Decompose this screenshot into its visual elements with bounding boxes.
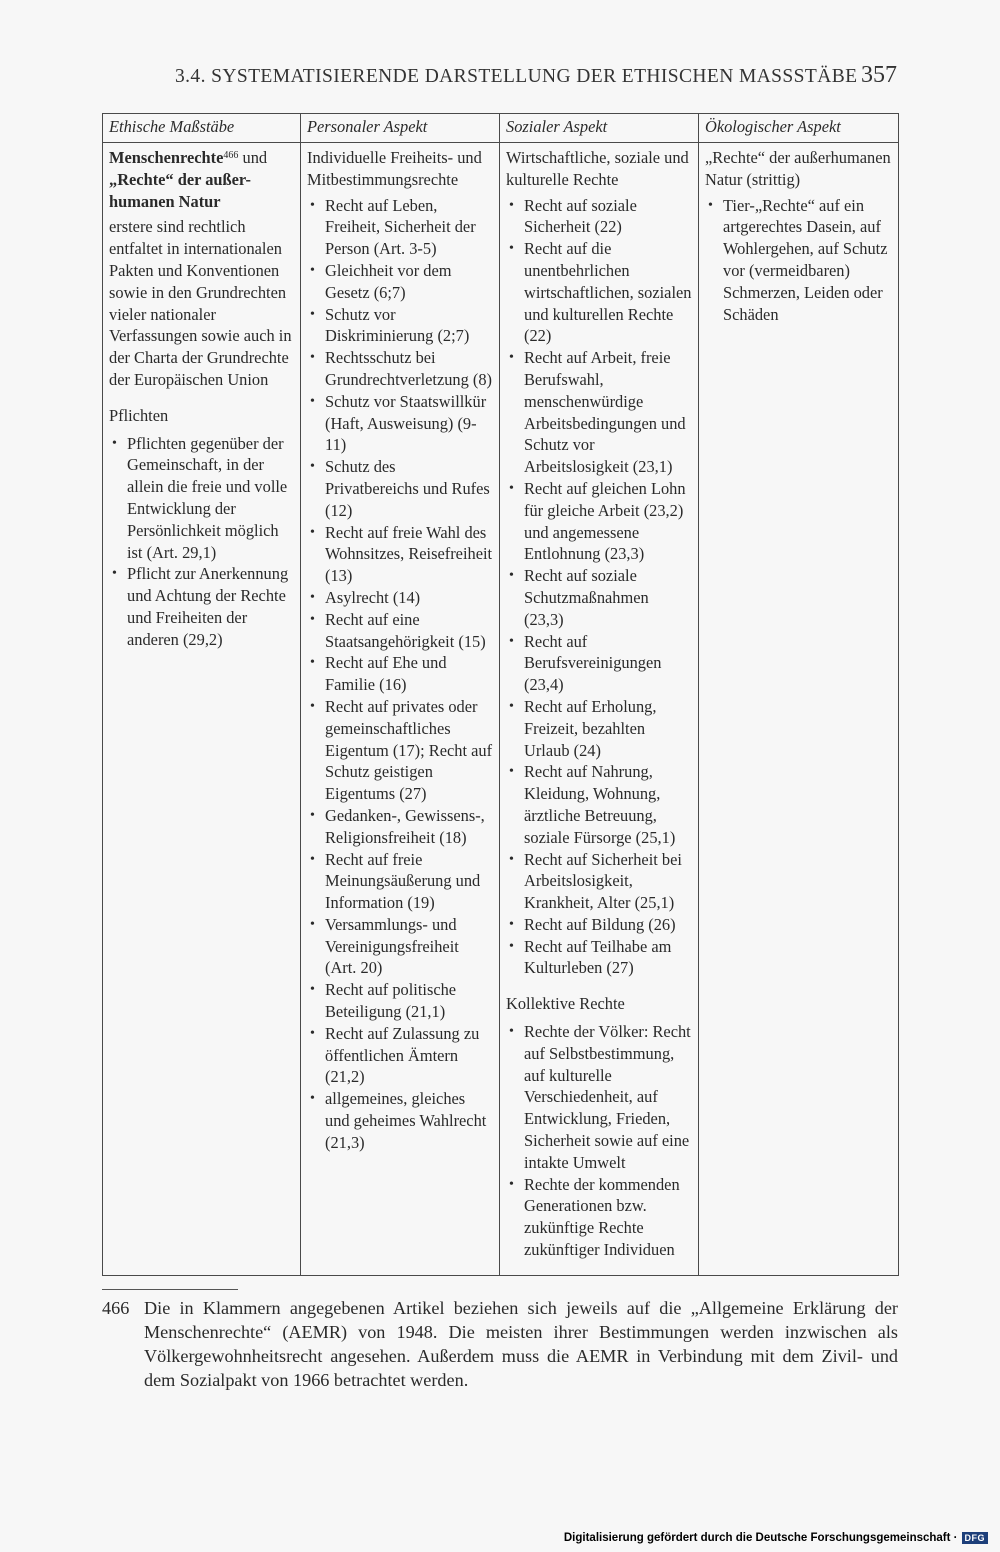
list-item xyxy=(307,849,493,914)
header-personaler-aspekt: Personaler Aspekt xyxy=(301,114,500,143)
list-item xyxy=(307,260,493,304)
chapter-title: 3.4. SYSTEMATISIERENDE DARSTELLUNG DER ETHISCHEN MASSSTÄBE xyxy=(175,66,858,87)
bullet-icon: • xyxy=(509,938,514,954)
list-item xyxy=(109,433,294,564)
list-item-text: Recht auf gleichen Lohn für gleiche Arbeit (23,2) und angemessene Entlohnung (23,3) xyxy=(524,478,686,564)
bullet-icon: • xyxy=(509,241,514,257)
list-item xyxy=(109,563,294,650)
bullet-icon: • xyxy=(310,916,315,932)
list-item xyxy=(506,195,692,239)
ethics-rights-table xyxy=(102,113,899,1276)
cell-oekologischer-aspekt xyxy=(699,143,899,1276)
list-item-text: Recht auf Teilhabe am Kulturleben (27) xyxy=(524,936,672,978)
footnote xyxy=(102,1296,898,1392)
table-header-row xyxy=(103,114,899,143)
bullet-icon: • xyxy=(509,633,514,649)
digitization-credit xyxy=(564,1532,988,1544)
list-item xyxy=(307,652,493,696)
list-item xyxy=(307,347,493,391)
list-item xyxy=(506,936,692,980)
list-item-text: Recht auf Nahrung, Kleidung, Wohnung, ärztliche Betreuung, soziale Fürsorge (25,1) xyxy=(524,762,676,847)
bullet-icon: • xyxy=(310,611,315,627)
list-item-text: Pflichten gegenüber der Gemeinschaft, in der allein die freie und volle Entwicklung der Persönlichkeit möglich ist (Art. 29,1) xyxy=(127,433,288,562)
list-item-text: Schutz vor Staatswillkür (Haft, Ausweisung) (9-11) xyxy=(325,391,487,455)
list-item xyxy=(506,696,692,761)
list-item-text: Schutz vor Diskriminierung (2;7) xyxy=(325,304,470,346)
list-item xyxy=(307,914,493,979)
bullet-icon: • xyxy=(310,982,315,998)
list-item xyxy=(506,631,692,696)
bullet-icon: • xyxy=(310,393,315,409)
col3-intro: Wirtschaftliche, soziale und kulturelle Rechte xyxy=(506,148,689,189)
list-item xyxy=(307,979,493,1023)
list-item-text: Pflicht zur Anerkennung und Achtung der Rechte und Freiheiten der anderen (29,2) xyxy=(127,564,289,649)
bullet-icon: • xyxy=(310,524,315,540)
bullet-icon: • xyxy=(310,655,315,671)
footnote-text: Die in Klammern angegebenen Artikel beziehen sich jeweils auf die „Allgemeine Erklärung der Menschenrechte“ (AEMR) von 1948. Die meisten ihrer Bestimmungen werden inzwischen als Völkergewohnheitsrecht angesehen. Außerdem muss die AEMR in Verbindung mit dem Zivil- und dem Sozialpakt von 1966 betrachtet werden. xyxy=(144,1298,898,1390)
list-item-text: Gleichheit vor dem Gesetz (6;7) xyxy=(325,260,452,302)
list-item xyxy=(506,478,692,565)
bullet-icon: • xyxy=(509,568,514,584)
page-number: 357 xyxy=(861,62,897,88)
col2-intro: Individuelle Freiheits- und Mitbestimmungsrechte xyxy=(307,148,482,189)
list-item-text: Versammlungs- und Vereinigungsfreiheit (Art. 20) xyxy=(325,914,459,978)
cell-ethische-massstaebe xyxy=(103,143,301,1276)
bullet-icon: • xyxy=(310,350,315,366)
list-item xyxy=(506,565,692,630)
list-item xyxy=(506,238,692,347)
social-rights-list xyxy=(506,195,692,980)
list-item xyxy=(506,1174,692,1261)
col1-title-a: Menschenrechte xyxy=(109,148,224,167)
list-item-text: Recht auf Sicherheit bei Arbeitslosigkeit, Krankheit, Alter (25,1) xyxy=(524,849,682,913)
footnote-ref: 466 xyxy=(223,150,239,161)
bullet-icon: • xyxy=(509,916,514,932)
personal-rights-list xyxy=(307,195,493,1154)
list-item xyxy=(307,456,493,521)
bullet-icon: • xyxy=(310,459,315,475)
list-item xyxy=(307,805,493,849)
list-item-text: Gedanken-, Gewissens-, Religionsfreiheit (18) xyxy=(325,805,485,847)
duties-list xyxy=(109,433,294,651)
list-item xyxy=(307,304,493,348)
col1-connector: und xyxy=(238,148,268,167)
collective-rights-list xyxy=(506,1021,692,1261)
list-item xyxy=(506,849,692,914)
list-item-text: Recht auf Ehe und Familie (16) xyxy=(325,653,447,695)
list-item xyxy=(506,1021,692,1174)
list-item-text: Recht auf soziale Sicherheit (22) xyxy=(524,195,637,237)
running-head xyxy=(175,62,897,96)
col4-intro: „Rechte“ der außerhumanen Natur (strittig) xyxy=(705,148,891,189)
bullet-icon: • xyxy=(310,262,315,278)
list-item xyxy=(307,522,493,587)
list-item-text: Schutz des Privatbereichs und Rufes (12) xyxy=(325,457,490,520)
bullet-icon: • xyxy=(310,1091,315,1107)
bullet-icon: • xyxy=(509,698,514,714)
list-item-text: Recht auf Leben, Freiheit, Sicherheit der Person (Art. 3-5) xyxy=(325,195,476,259)
list-item xyxy=(506,761,692,848)
duties-heading: Pflichten xyxy=(109,405,169,425)
list-item-text: Recht auf Erholung, Freizeit, bezahlten Urlaub (24) xyxy=(524,696,657,760)
bullet-icon: • xyxy=(310,589,315,605)
list-item xyxy=(506,914,692,936)
footnote-rule xyxy=(102,1289,238,1290)
list-item xyxy=(307,195,493,260)
list-item xyxy=(307,587,493,609)
list-item-text: Rechtsschutz bei Grundrechtverletzung (8) xyxy=(325,348,493,389)
bullet-icon: • xyxy=(509,1176,514,1192)
list-item-text: Recht auf Berufsvereinigungen (23,4) xyxy=(524,631,662,695)
header-sozialer-aspekt: Sozialer Aspekt xyxy=(500,114,699,143)
list-item-text: Recht auf politische Beteiligung (21,1) xyxy=(325,980,457,1022)
list-item-text: Tier-„Rechte“ auf ein artgerechtes Dasein, auf Wohlergehen, auf Schutz vor (vermeidbaren) Schmerzen, Leiden oder Schäden xyxy=(723,195,888,324)
header-oekologischer-aspekt: Ökologischer Aspekt xyxy=(699,114,899,143)
list-item xyxy=(506,347,692,478)
dfg-logo: DFG xyxy=(962,1532,989,1544)
list-item xyxy=(307,696,493,805)
list-item xyxy=(307,609,493,653)
bullet-icon: • xyxy=(509,197,514,213)
col1-description: erstere sind rechtlich entfaltet in internationalen Pakten und Konventionen sowie in den Grundrechten vieler nationaler Verfassungen sowie auch in der Charta der Grundrechte der Europäischen Union xyxy=(109,217,292,389)
cell-sozialer-aspekt xyxy=(500,143,699,1276)
bullet-icon: • xyxy=(310,807,315,823)
header-ethische-massstaebe: Ethische Maßstäbe xyxy=(103,114,301,143)
list-item-text: Recht auf die unentbehrlichen wirtschaftlichen, sozialen und kulturellen Rechte (22) xyxy=(524,239,692,346)
bullet-icon: • xyxy=(509,350,514,366)
bullet-icon: • xyxy=(509,764,514,780)
list-item-text: Recht auf Zulassung zu öffentlichen Ämtern (21,2) xyxy=(325,1023,480,1087)
bullet-icon: • xyxy=(310,1025,315,1041)
list-item-text: Recht auf freie Wahl des Wohnsitzes, Reisefreiheit (13) xyxy=(325,522,493,586)
list-item xyxy=(307,1023,493,1088)
bullet-icon: • xyxy=(310,306,315,322)
list-item xyxy=(307,391,493,456)
bullet-icon: • xyxy=(509,1024,514,1040)
bullet-icon: • xyxy=(509,480,514,496)
list-item-text: Asylrecht (14) xyxy=(325,587,421,607)
bullet-icon: • xyxy=(708,197,713,213)
list-item-text: Rechte der kommenden Generationen bzw. zukünftige Rechte zukünftiger Individuen xyxy=(524,1174,680,1260)
list-item-text: allgemeines, gleiches und geheimes Wahlrecht (21,3) xyxy=(325,1089,487,1152)
footnote-number: 466 xyxy=(102,1298,130,1318)
list-item-text: Recht auf privates oder gemeinschaftliches Eigentum (17); Recht auf Schutz geistigen Eigentums (27) xyxy=(325,696,493,804)
nature-rights-list xyxy=(705,195,892,326)
list-item-text: Recht auf freie Meinungsäußerung und Information (19) xyxy=(325,849,481,913)
bullet-icon: • xyxy=(112,566,117,582)
collective-heading: Kollektive Rechte xyxy=(506,994,625,1014)
bullet-icon: • xyxy=(310,197,315,213)
cell-personaler-aspekt xyxy=(301,143,500,1276)
list-item xyxy=(705,195,892,326)
bullet-icon: • xyxy=(509,851,514,867)
list-item-text: Recht auf Arbeit, freie Berufswahl, menschenwürdige Arbeitsbedingungen und Schutz vor Arbeitslosigkeit (23,1) xyxy=(524,348,686,477)
col1-title-b: „Rechte“ der außer-humanen Natur xyxy=(109,169,252,211)
list-item-text: Recht auf Bildung (26) xyxy=(524,914,676,934)
list-item xyxy=(307,1088,493,1153)
table-body-row xyxy=(103,143,899,1276)
credit-text: Digitalisierung gefördert durch die Deutsche Forschungsgemeinschaft · xyxy=(563,1532,958,1544)
list-item-text: Recht auf soziale Schutzmaßnahmen (23,3) xyxy=(524,566,649,629)
col1-title xyxy=(109,147,294,212)
list-item-text: Rechte der Völker: Recht auf Selbstbestimmung, auf kulturelle Verschiedenheit, auf Entwicklung, Frieden, Sicherheit sowie auf eine intakte Umwelt xyxy=(524,1022,691,1172)
bullet-icon: • xyxy=(310,851,315,867)
bullet-icon: • xyxy=(112,435,117,451)
list-item-text: Recht auf eine Staatsangehörigkeit (15) xyxy=(325,609,486,651)
bullet-icon: • xyxy=(310,698,315,714)
